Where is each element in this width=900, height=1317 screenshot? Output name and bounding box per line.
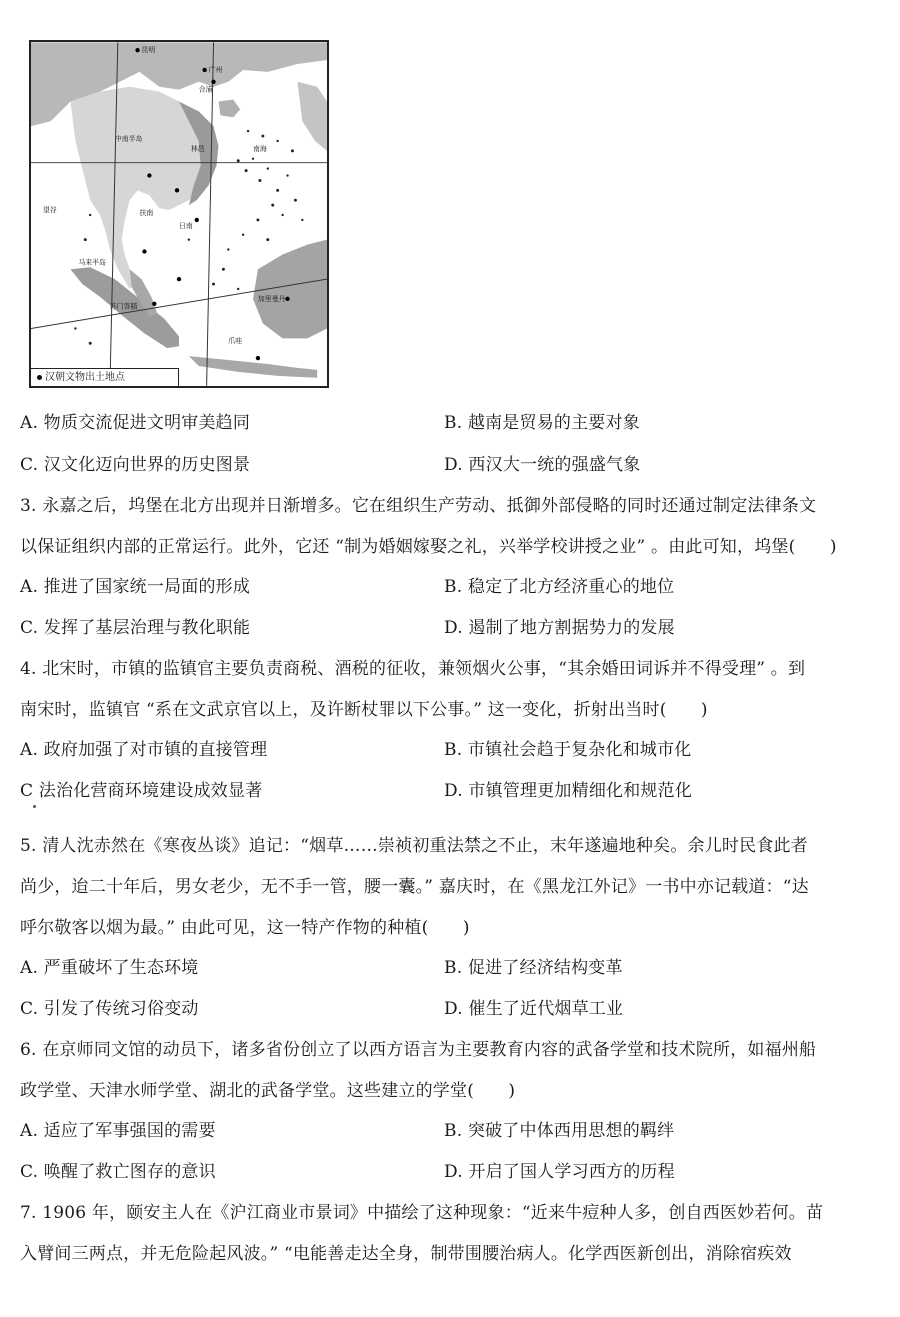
q3-option-b: B. 稳定了北方经济重心的地位	[444, 577, 675, 597]
label-guangzhou: 广州	[208, 65, 223, 74]
q2-option-c: C. 汉文化迈向世界的历史图景	[20, 455, 251, 475]
q6-option-d: D. 开启了国人学习西方的历程	[444, 1162, 675, 1182]
label-zhongnan: 中南半岛	[114, 134, 143, 143]
q6-option-b: B. 突破了中体西用思想的羁绊	[444, 1121, 675, 1141]
q5-option-d: D. 催生了近代烟草工业	[444, 999, 624, 1019]
q3-option-a: A. 推进了国家统一局面的形成	[20, 577, 251, 597]
q5-option-c: C. 引发了传统习俗变动	[20, 999, 199, 1019]
label-hepu: 合浦	[198, 85, 213, 94]
q2-option-b: B. 越南是贸易的主要对象	[444, 413, 640, 433]
q4-stem-line2: 南宋时，监镇官 “系在文武京官以上，及许断杖罪以下公事。” 这一变化，折射出当时( )	[20, 700, 708, 720]
label-rinan: 日南	[178, 221, 193, 230]
map-legend	[31, 368, 179, 386]
q3-option-d: D. 遏制了地方割据势力的发展	[444, 618, 675, 638]
stray-mark	[33, 805, 36, 808]
label-java: 爪哇	[228, 337, 243, 346]
q6-option-c: C. 唤醒了救亡图存的意识	[20, 1162, 216, 1182]
java-island	[189, 356, 317, 378]
q7-stem-line1: 7. 1906 年，颐安主人在《沪江商业市景词》中描绘了这种现象：“近来牛痘种人多，创自西医妙若何。苗	[20, 1203, 824, 1223]
legend-dot-icon	[37, 375, 42, 380]
q5-option-b: B. 促进了经济结构变革	[444, 958, 623, 978]
label-nanhai: 南海	[252, 144, 267, 153]
q5-stem-line3: 呼尔敬客以烟为最。” 由此可见，这一特产作物的种植( )	[20, 918, 470, 938]
map-drawing	[31, 42, 327, 386]
q4-option-b: B. 市镇社会趋于复杂化和城市化	[444, 740, 692, 760]
q4-option-a: A. 政府加强了对市镇的直接管理	[20, 740, 268, 760]
q4-stem-line1: 4. 北宋时，市镇的监镇官主要负责商税、酒税的征收，兼领烟火公事，“其余婚田词诉并不得受理” 。到	[20, 659, 806, 679]
q5-stem-line1: 5. 清人沈赤然在《寒夜丛谈》追记：“烟草……崇祯初重法禁之不止，末年遂遍地种矣。余儿时民食此者	[20, 836, 808, 856]
q7-stem-line2: 入臂间三两点，并无危险起风波。” “电能善走达全身，制带围腰治病人。化学西医新创出，消除宿疾效	[20, 1244, 792, 1264]
philippines-islands	[297, 82, 327, 151]
kalimantan-island	[253, 240, 327, 339]
q2-option-a: A. 物质交流促进文明审美趋同	[20, 413, 251, 433]
label-funan: 扶南	[139, 208, 154, 217]
q5-option-a: A. 严重破坏了生态环境	[20, 958, 199, 978]
hainan-island	[218, 100, 240, 118]
q3-option-c: C. 发挥了基层治理与教化职能	[20, 618, 251, 638]
q6-stem-line1: 6. 在京师同文馆的动员下，诸多省份创立了以西方语言为主要教育内容的武备学堂和技术院所，如福州船	[20, 1040, 817, 1060]
q3-stem-line2: 以保证组织内部的正常运行。此外，它还 “制为婚姻嫁娶之礼，兴举学校讲授之业” 。由此可知，坞堡( )	[20, 537, 837, 557]
label-sumatra: 苏门答腊	[109, 302, 138, 311]
q2-option-d: D. 西汉大一统的强盛气象	[444, 455, 641, 475]
label-kalimantan: 加里曼丹	[257, 294, 286, 303]
label-linyi: 林邑	[190, 144, 205, 153]
label-wanggu: 望谷	[42, 206, 57, 215]
q5-stem-line2: 尚少，迨二十年后，男女老少，无不手一管，腰一囊。” 嘉庆时，在《黑龙江外记》一书中亦记载道：“达	[20, 877, 809, 897]
southeast-asia-map	[29, 40, 329, 388]
q4-option-d: D. 市镇管理更加精细化和规范化	[444, 781, 693, 801]
label-kunming: 昆明	[141, 46, 156, 55]
legend-text: 汉朝文物出土地点	[45, 372, 125, 383]
q3-stem-line1: 3. 永嘉之后，坞堡在北方出现并日渐增多。它在组织生产劳动、抵御外部侵略的同时还通过制定法律条文	[20, 496, 817, 516]
q6-option-a: A. 适应了军事强国的需要	[20, 1121, 216, 1141]
label-malay: 马来半岛	[78, 258, 106, 267]
q6-stem-line2: 政学堂、天津水师学堂、湖北的武备学堂。这些建立的学堂( )	[20, 1081, 516, 1101]
q4-option-c: C 法治化营商环境建设成效显著	[20, 781, 263, 801]
